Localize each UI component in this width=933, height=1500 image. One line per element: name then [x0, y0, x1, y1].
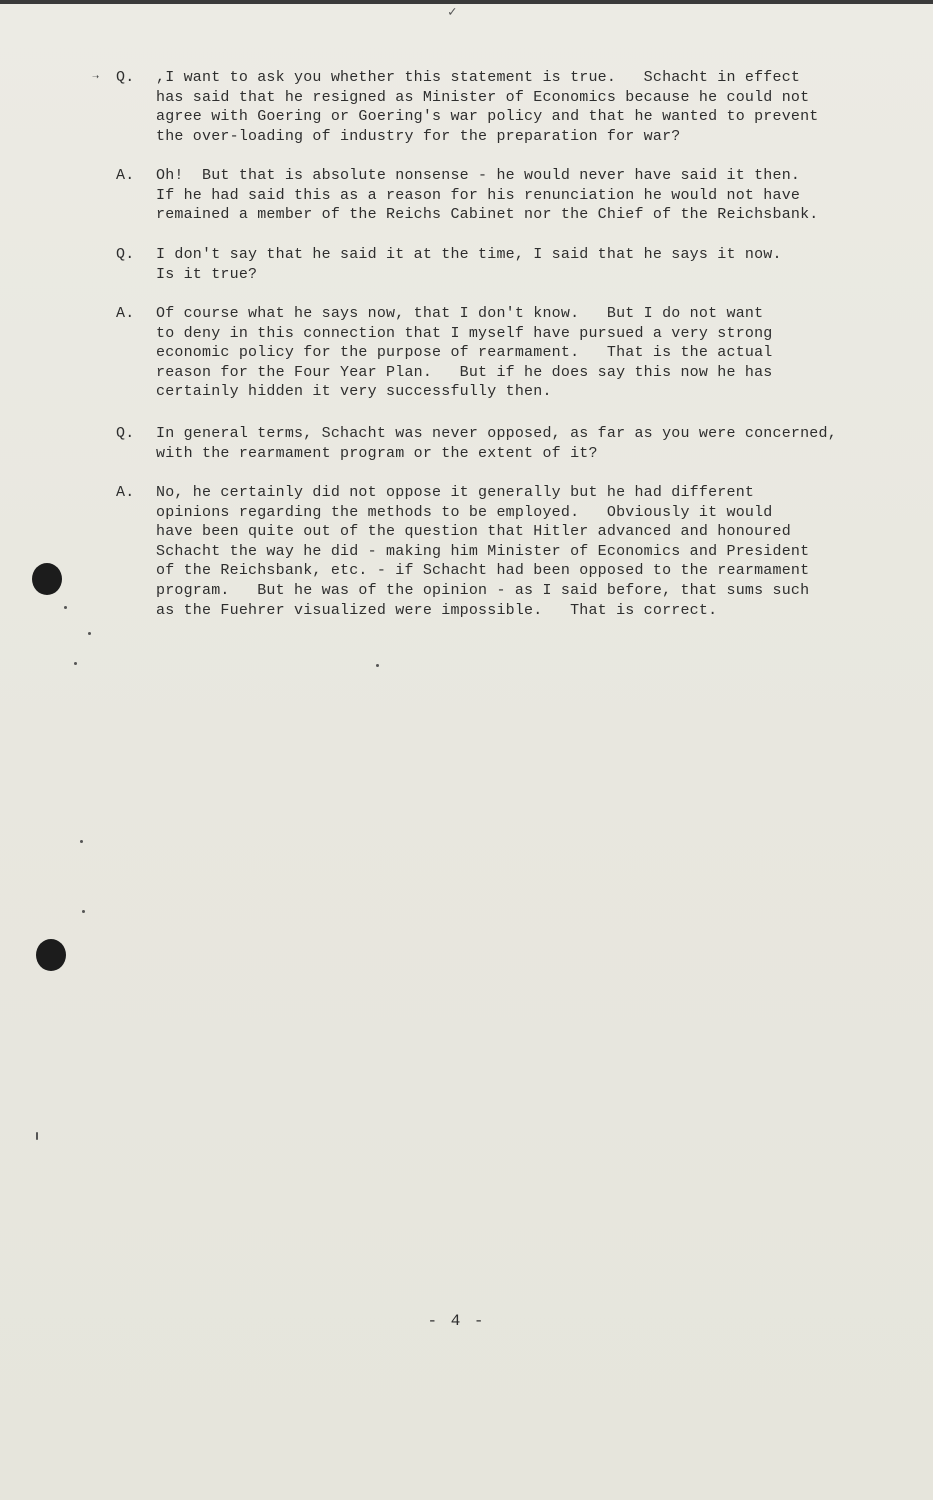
text-line: agree with Goering or Goering's war policy and that he wanted to prevent: [156, 108, 819, 126]
text-line: ,I want to ask you whether this statement is true. Schacht in effect: [156, 69, 801, 86]
speck: [36, 1132, 38, 1140]
text-line: I don't say that he said it at the time, I said that he says it now.: [156, 246, 782, 263]
text-line: remained a member of the Reichs Cabinet nor the Chief of the Reichsbank.: [156, 206, 819, 224]
text-line: No, he certainly did not oppose it generally but he had different: [156, 484, 755, 501]
text-line: have been quite out of the question that Hitler advanced and honoured: [156, 523, 791, 541]
exchange-text: [156, 304, 876, 402]
text-line: Is it true?: [156, 265, 258, 283]
exchange-text: [156, 483, 876, 620]
page-number: - 4 -: [427, 1312, 486, 1330]
speaker-label: Q.: [116, 425, 135, 442]
text-line: reason for the Four Year Plan. But if he does say this now he has: [156, 363, 773, 381]
speck: [82, 910, 85, 913]
text-line: If he had said this as a reason for his renunciation he would not have: [156, 186, 801, 204]
speck: [80, 840, 83, 843]
text-line: Oh! But that is absolute nonsense - he would never have said it then.: [156, 167, 801, 184]
text-line: of the Reichsbank, etc. - if Schacht had been opposed to the rearmament: [156, 562, 810, 580]
text-line: opinions regarding the methods to be employed. Obviously it would: [156, 503, 773, 521]
speaker-label: Q.: [116, 69, 135, 86]
exchange-text: [156, 424, 876, 463]
text-line: the over-loading of industry for the preparation for war?: [156, 127, 681, 145]
check-mark: ✓: [448, 5, 457, 21]
speck: [74, 662, 77, 665]
speaker-label: Q.: [116, 246, 135, 263]
text-line: Schacht the way he did - making him Minister of Economics and President: [156, 542, 810, 560]
text-line: to deny in this connection that I myself have pursued a very strong: [156, 324, 773, 342]
page-top-edge: [0, 0, 933, 4]
text-line: has said that he resigned as Minister of Economics because he could not: [156, 88, 810, 106]
text-line: program. But he was of the opinion - as I said before, that sums such: [156, 581, 810, 599]
punch-hole: [36, 939, 66, 971]
exchange-text: [156, 68, 876, 146]
speaker-label: A.: [116, 484, 135, 501]
arrow-mark: ➝: [92, 71, 100, 85]
speck: [64, 606, 67, 609]
text-line: Of course what he says now, that I don't know. But I do not want: [156, 305, 764, 322]
text-line: with the rearmament program or the extent of it?: [156, 444, 598, 462]
exchange-text: [156, 166, 876, 225]
speck: [376, 664, 379, 667]
text-line: economic policy for the purpose of rearmament. That is the actual: [156, 344, 773, 362]
text-line: as the Fuehrer visualized were impossible. That is correct.: [156, 601, 718, 619]
text-line: certainly hidden it very successfully then.: [156, 383, 552, 401]
speaker-label: A.: [116, 167, 135, 184]
exchange-text: [156, 245, 876, 284]
speck: [88, 632, 91, 635]
text-line: In general terms, Schacht was never opposed, as far as you were concerned,: [156, 425, 837, 442]
speaker-label: A.: [116, 305, 135, 322]
punch-hole: [32, 563, 62, 595]
